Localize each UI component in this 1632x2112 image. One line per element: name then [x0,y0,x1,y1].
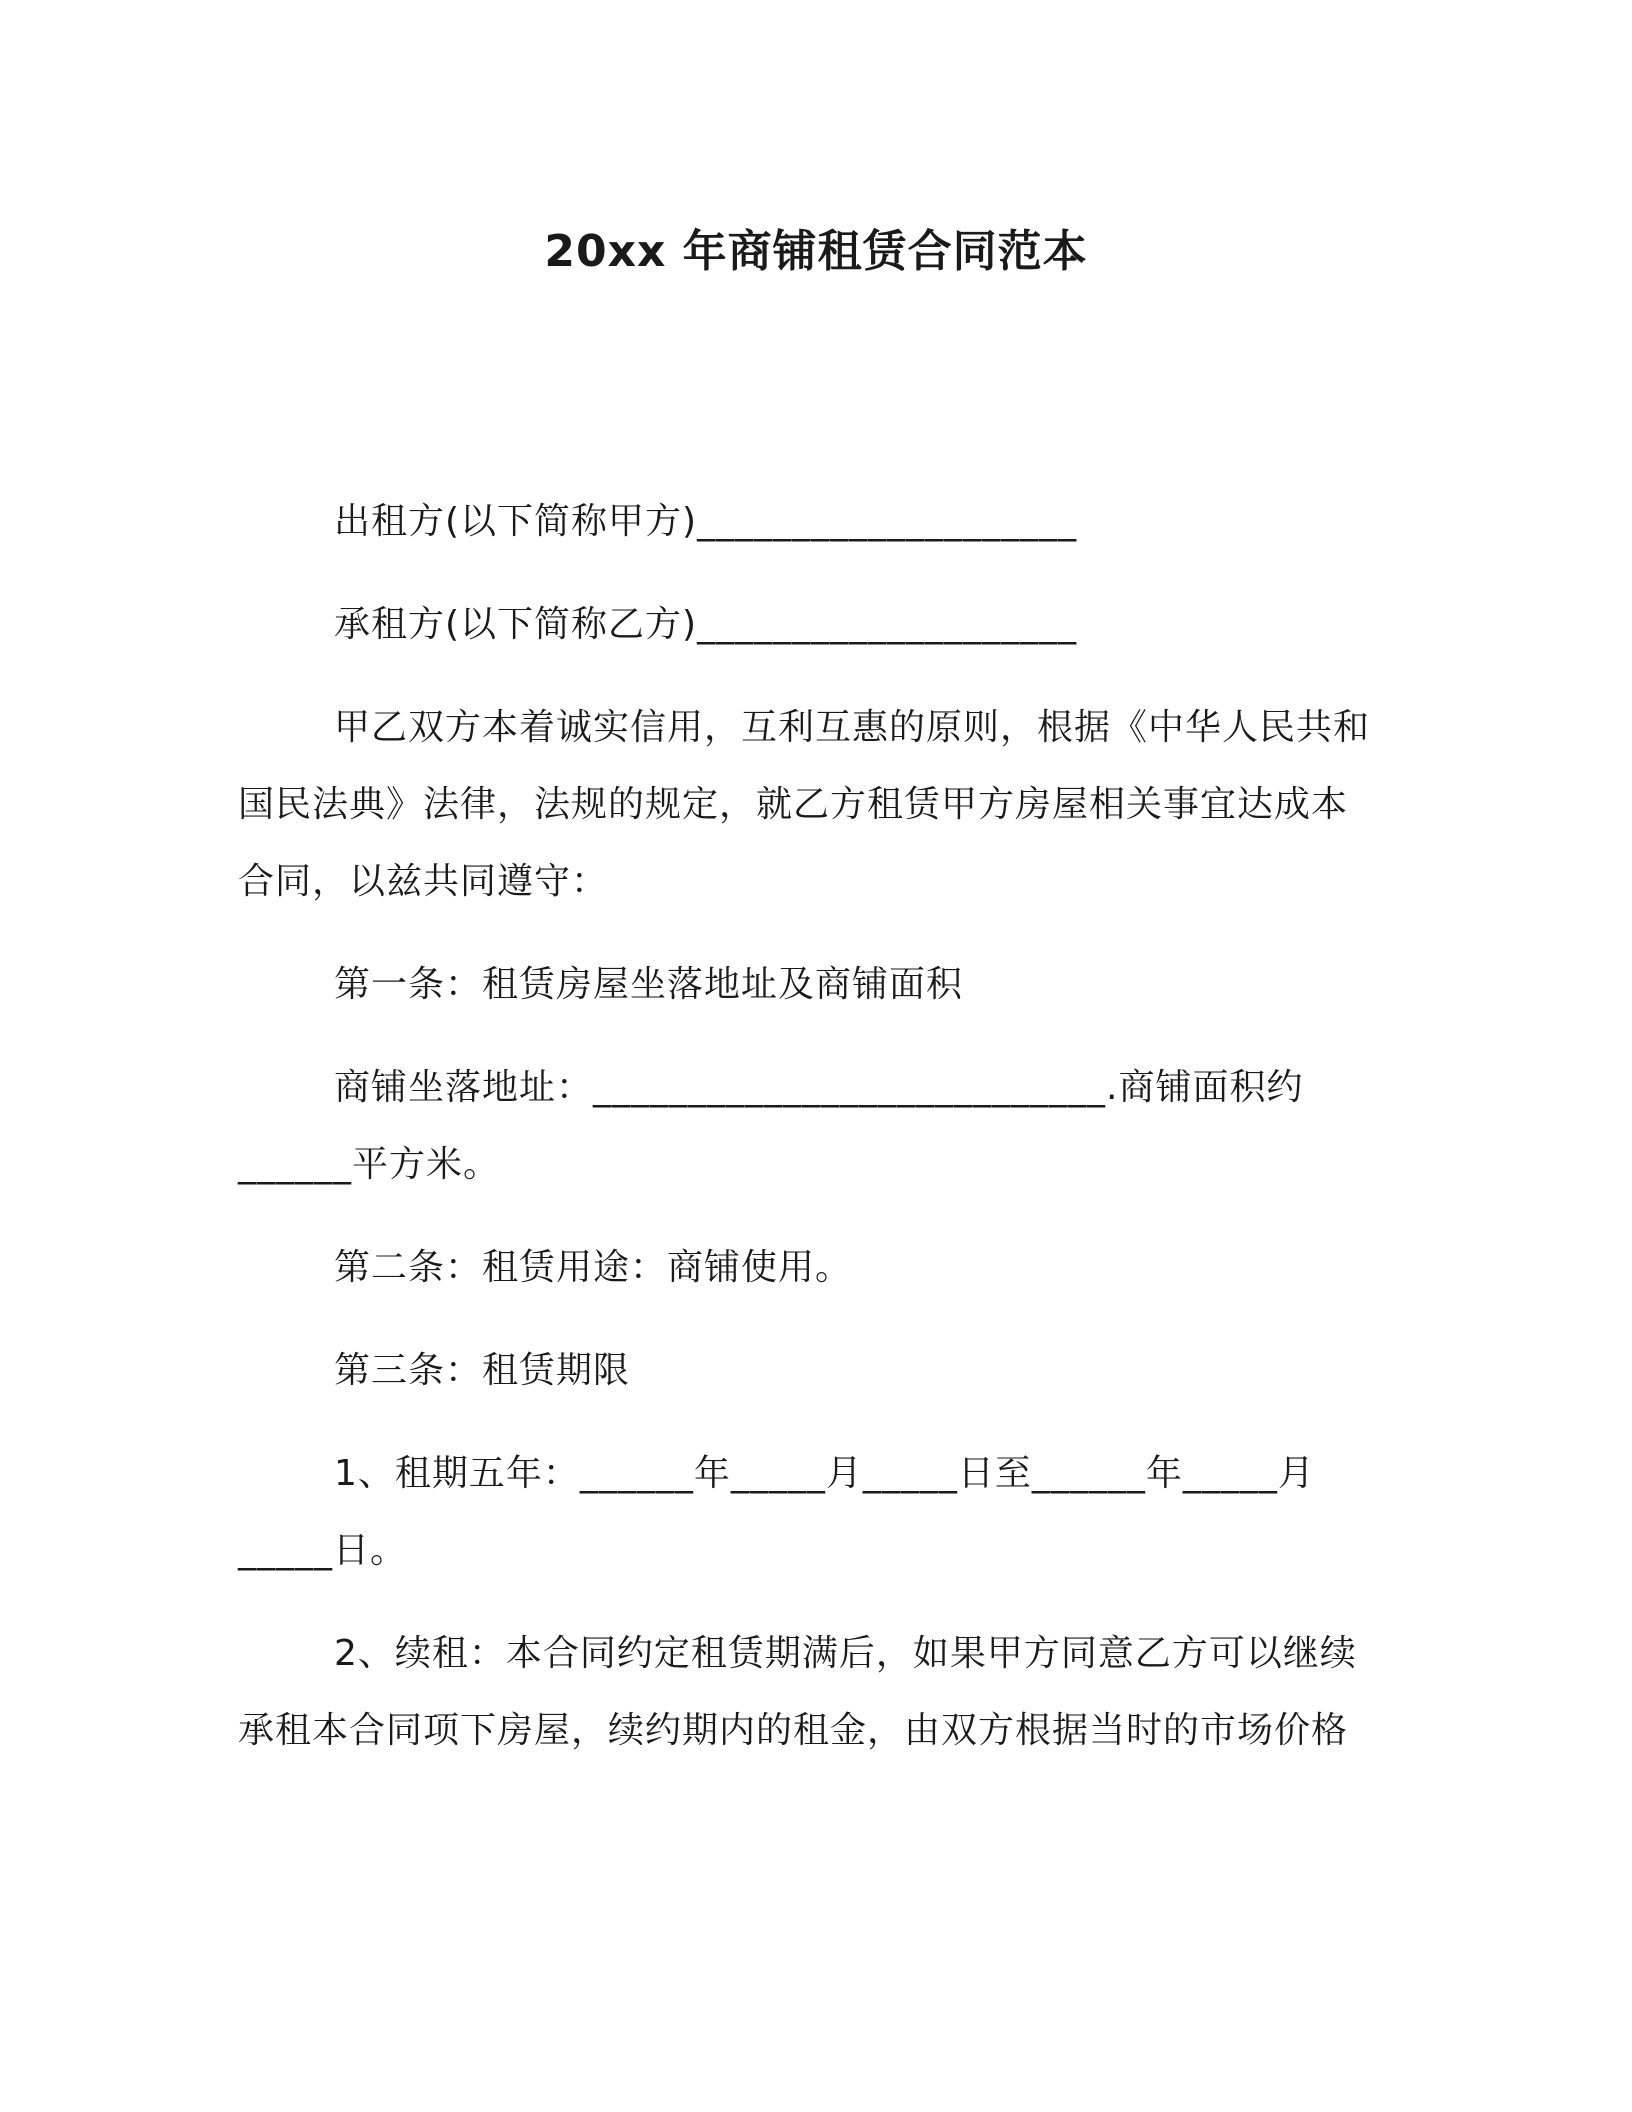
shop-address-line-1: 商铺坐落地址：___________________________.商铺面积约 [334,1067,1304,1108]
preamble-line-3: 合同，以兹共同遵守： [238,861,609,902]
preamble-line-2: 国民法典》法律，法规的规定，就乙方租赁甲方房屋相关事宜达成本 [238,784,1349,825]
article-2-line: 第二条：租赁用途：商铺使用。 [334,1247,853,1288]
shop-address-line-2: ______平方米。 [238,1144,501,1185]
term-line-2: _____日。 [238,1530,408,1571]
document-title: 20xx 年商铺租赁合同范本 [544,226,1088,277]
renewal-line-1: 2、续租：本合同约定租赁期满后，如果甲方同意乙方可以继续 [334,1633,1357,1674]
renewal-line-2: 承租本合同项下房屋，续约期内的租金，由双方根据当时的市场价格 [238,1710,1349,1751]
article-3-heading: 第三条：租赁期限 [334,1350,631,1391]
term-line-1: 1、租期五年：______年_____月_____日至______年_____月 [334,1453,1315,1494]
lessor-line: 出租方(以下简称甲方)____________________ [334,501,1078,542]
lessee-line: 承租方(以下简称乙方)____________________ [334,604,1078,645]
article-1-heading: 第一条：租赁房屋坐落地址及商铺面积 [334,964,964,1005]
preamble-line-1: 甲乙双方本着诚实信用，互利互惠的原则，根据《中华人民共和 [334,707,1371,748]
